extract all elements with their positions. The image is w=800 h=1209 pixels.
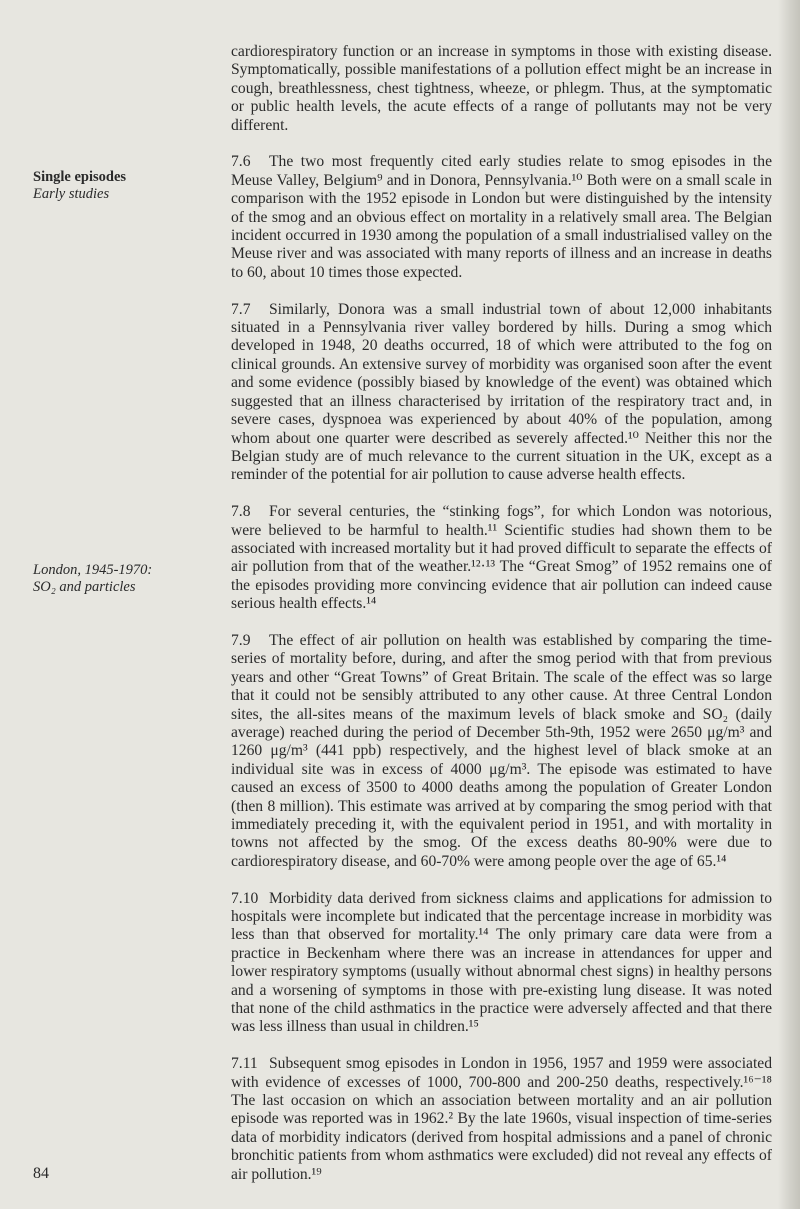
margin-subheading-line: SO₂ and particles: [33, 579, 136, 595]
paragraph-text: The two most frequently cited early studies relate to smog episodes in the Meuse Valley, Belgium⁹ and in Donora, Pennsylvania.¹⁰ Both were on a small scale in comparison with the 1952 episode in London but were distinguished by the intensity of the smog and an obvious effect on mortality in a relatively small area. The Belgian incident occurred in 1930 among the population of a small industrialised valley on the Meuse river and was associated with many reports of illness and an increase in deaths to 60, about 10 times those expected.: [231, 153, 772, 281]
margin-subheading: Early studies: [33, 186, 110, 202]
page-edge-shadow: [778, 0, 800, 1209]
paragraph-number: 7.9: [231, 631, 251, 649]
paragraph: [231, 153, 772, 282]
paragraph-text: Similarly, Donora was a small industrial town of about 12,000 inhabitants situated in a Pennsylvania river valley bordered by hills. During a smog which developed in 1948, 20 deaths occurred, 18 of which were attributed to the fog on clinical grounds. An extensive survey of morbidity was organised soon after the event and some evidence (possibly biased by knowledge of the event) was obtained which suggested that an illness characterised by irritation of the respiratory tract and, in severe cases, dyspnoea was experienced by about 40% of the population, among whom about one quarter were described as severely affected.¹⁰ Neither this nor the Belgian study are of much relevance to the current situation in the UK, except as a reminder of the potential for air pollution to cause adverse health effects.: [231, 300, 772, 484]
paragraph-text: Subsequent smog episodes in London in 1956, 1957 and 1959 were associated with evidence of excesses of 1000, 700-800 and 200-250 deaths, respectively.¹⁶⁻¹⁸ The last occasion on which an association between mortality and an air pollution episode was reported was in 1962.² By the late 1960s, visual inspection of time-series data of morbidity indicators (derived from hospital admissions and a panel of chronic bronchitic patients from whom asthmatics were excluded) did not reveal any effects of air pollution.¹⁹: [231, 1055, 772, 1183]
paragraph-text: The effect of air pollution on health was established by comparing the time-series of mortality before, during, and after the smog period with that from previous years and other “Great Towns” of Great Britain. The scale of the effect was so large that it could not be sensibly attributed to any other cause. At three Central London sites, the all-sites means of the maximum levels of black smoke and SO₂ (daily average) reached during the period of December 5th-9th, 1952 were 2650 μg/m³ and 1260 μg/m³ (441 ppb) respectively, and the highest level of black smoke at an individual site was in excess of 4000 μg/m³. The episode was estimated to have caused an excess of 3500 to 4000 deaths among the population of Greater London (then 8 million). This estimate was arrived at by comparing the smog period with that immediately preceding it, with the equivalent period in 1951, and with mortality in towns not affected by the smog. Of the excess deaths 80-90% were due to cardiorespiratory disease, and 60-70% were among people over the age of 65.¹⁴: [231, 631, 772, 870]
page-number: 84: [33, 1165, 49, 1182]
margin-subheading-line: London, 1945-1970:: [33, 562, 153, 578]
paragraph-text: For several centuries, the “stinking fogs”, for which London was notorious, were believed to be harmful to health.¹¹ Scientific studies had shown them to be associated with increased mortality but it had proved difficult to separate the effects of air pollution from that of the weather.¹²·¹³ The “Great Smog” of 1952 remains one of the episodes providing more convincing evidence that air pollution can indeed cause serious health effects.¹⁴: [231, 503, 772, 613]
paragraph: [231, 632, 772, 871]
body-text: [231, 43, 772, 1202]
paragraph-number: 7.8: [231, 503, 251, 521]
paragraph: [231, 890, 772, 1037]
paragraph-text: Morbidity data derived from sickness claims and applications for admission to hospitals were incomplete but indicated that the percentage increase in morbidity was less than that observed for mortality.¹⁴ The only primary care data were from a practice in Beckenham where there was an increase in attendances for upper and lower respiratory symptoms (usually without abnormal chest signs) in healthy persons and a worsening of symptoms in those with pre-existing lung disease. It was noted that none of the child asthmatics in the practice were adversely affected and that there was less illness than usual in children.¹⁵: [231, 889, 772, 1036]
margin-heading: Single episodes: [33, 169, 127, 185]
margin-note-single-episodes: [33, 169, 208, 203]
paragraph-number: 7.11: [231, 1055, 258, 1073]
paragraph: [231, 503, 772, 613]
paragraph-number: 7.7: [231, 300, 251, 318]
paragraph: [231, 43, 772, 135]
paragraph: [231, 301, 772, 485]
paragraph: [231, 1055, 772, 1184]
paragraph-number: 7.6: [231, 153, 251, 171]
margin-note-london: [33, 562, 208, 596]
paragraph-number: 7.10: [231, 889, 259, 907]
paragraph-text: cardiorespiratory function or an increase in symptoms in those with existing disease. Symptomatically, possible manifestations of a pollution effect might be an increase in cough, breathlessness, chest tightness, wheeze, or phlegm. Thus, at the symptomatic or public health levels, the acute effects of a range of pollutants may not be very different.: [231, 43, 772, 134]
